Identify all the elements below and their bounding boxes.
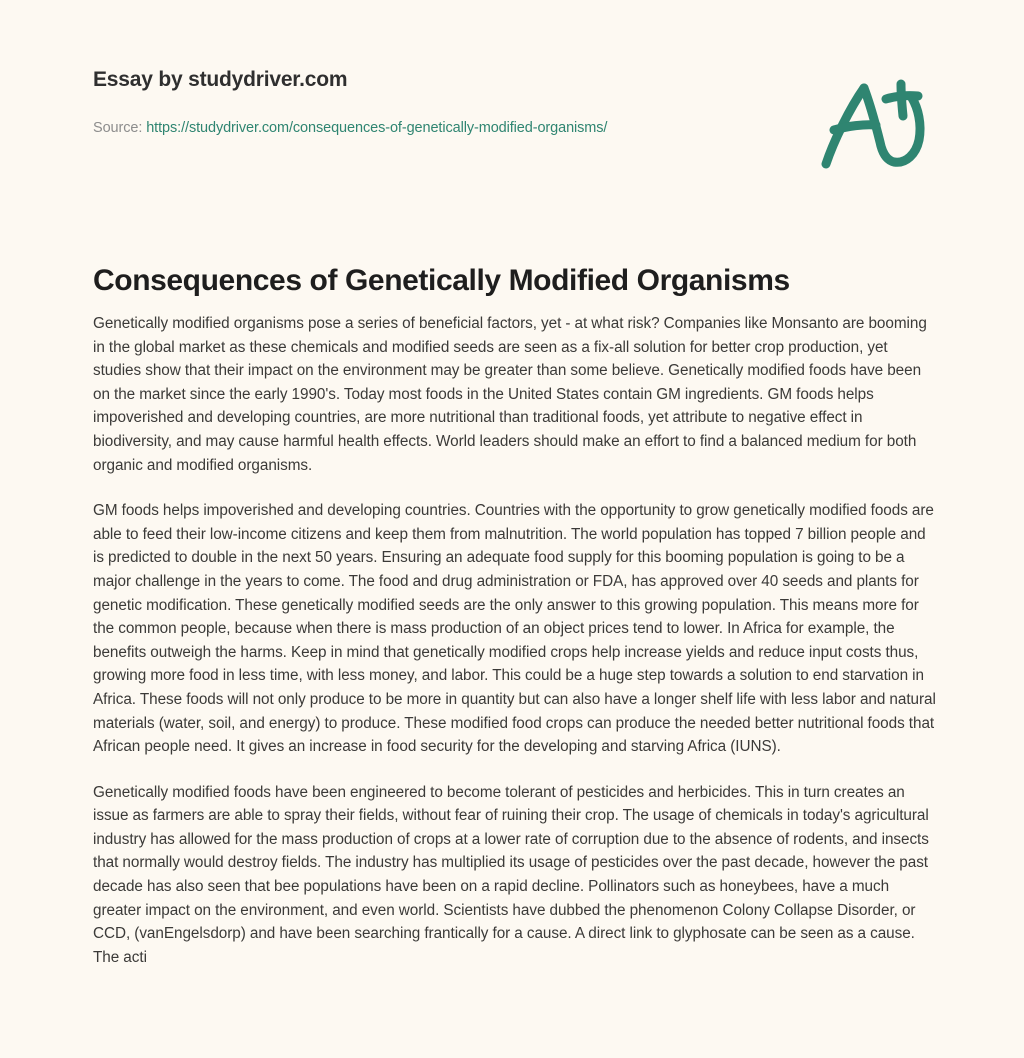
source-label: Source: [93, 120, 143, 136]
source-url-link[interactable]: https://studydriver.com/consequences-of-genetically-modified-organisms/ [146, 120, 608, 136]
essay-paragraph: Genetically modified organisms pose a series of beneficial factors, yet - at what risk? Companies like Monsanto are booming in the global market as these chemicals and modified seeds are seen as a fix-all solution for better crop production, yet studies show that their impact on the environment may be greater than some believe. Genetically modified foods have been on the market since the early 1990's. Today most foods in the United States contain GM ingredients. GM foods helps impoverished and developing countries, are more nutritional than traditional foods, yet attribute to negative effect in biodiversity, and may cause harmful health effects. World leaders should make an effort to find a balanced medium for both organic and modified organisms. [93, 315, 927, 474]
page-header [0, 0, 1024, 200]
essay-paragraph: Genetically modified foods have been engineered to become tolerant of pesticides and herbicides. This in turn creates an issue as farmers are able to spray their fields, without fear of ruining their crop. The usage of chemicals in today's agricultural industry has allowed for the mass production of crops at a lower rate of corruption due to the absence of rodents, and insects that normally would destroy fields. The industry has multiplied its usage of pesticides over the past decade, however the past decade has also seen that bee populations have been on a rapid decline. Pollinators such as honeybees, have a much greater impact on the environment, and even world. Scientists have dubbed the phenomenon Colony Collapse Disorder, or CCD, (vanEngelsdorp) and have been searching frantically for a cause. A direct link to glyphosate can be seen as a cause. The acti [93, 783, 929, 966]
essay-body [93, 312, 937, 969]
a-plus-grade-logo-icon [812, 68, 934, 176]
essay-byline: Essay by studydriver.com [93, 68, 348, 91]
essay-paragraph: GM foods helps impoverished and developing countries. Countries with the opportunity to grow genetically modified foods are able to feed their low-income citizens and keep them from malnutrition. The world population has topped 7 billion people and is predicted to double in the next 50 years. Ensuring an adequate food supply for this booming population is going to be a major challenge in the years to come. The food and drug administration or FDA, has approved over 40 seeds and plants for genetic modification. These genetically modified seeds are the only answer to this growing population. This means more for the common people, because when there is mass production of an object prices tend to lower. In Africa for example, the benefits outweigh the harms. Keep in mind that genetically modified crops help increase yields and reduce input costs thus, growing more food in less time, with less money, and labor. This could be a huge step towards a solution to end starvation in Africa. These foods will not only produce to be more in quantity but can also have a longer shelf life with less labor and natural materials (water, soil, and energy) to produce. These modified food crops can produce the needed better nutritional foods that African people need. It gives an increase in food security for the developing and starving Africa (IUNS). [93, 502, 936, 756]
a-plus-grade-logo [812, 68, 934, 176]
source-line [93, 120, 607, 136]
page-title: Consequences of Genetically Modified Organisms [93, 264, 790, 298]
